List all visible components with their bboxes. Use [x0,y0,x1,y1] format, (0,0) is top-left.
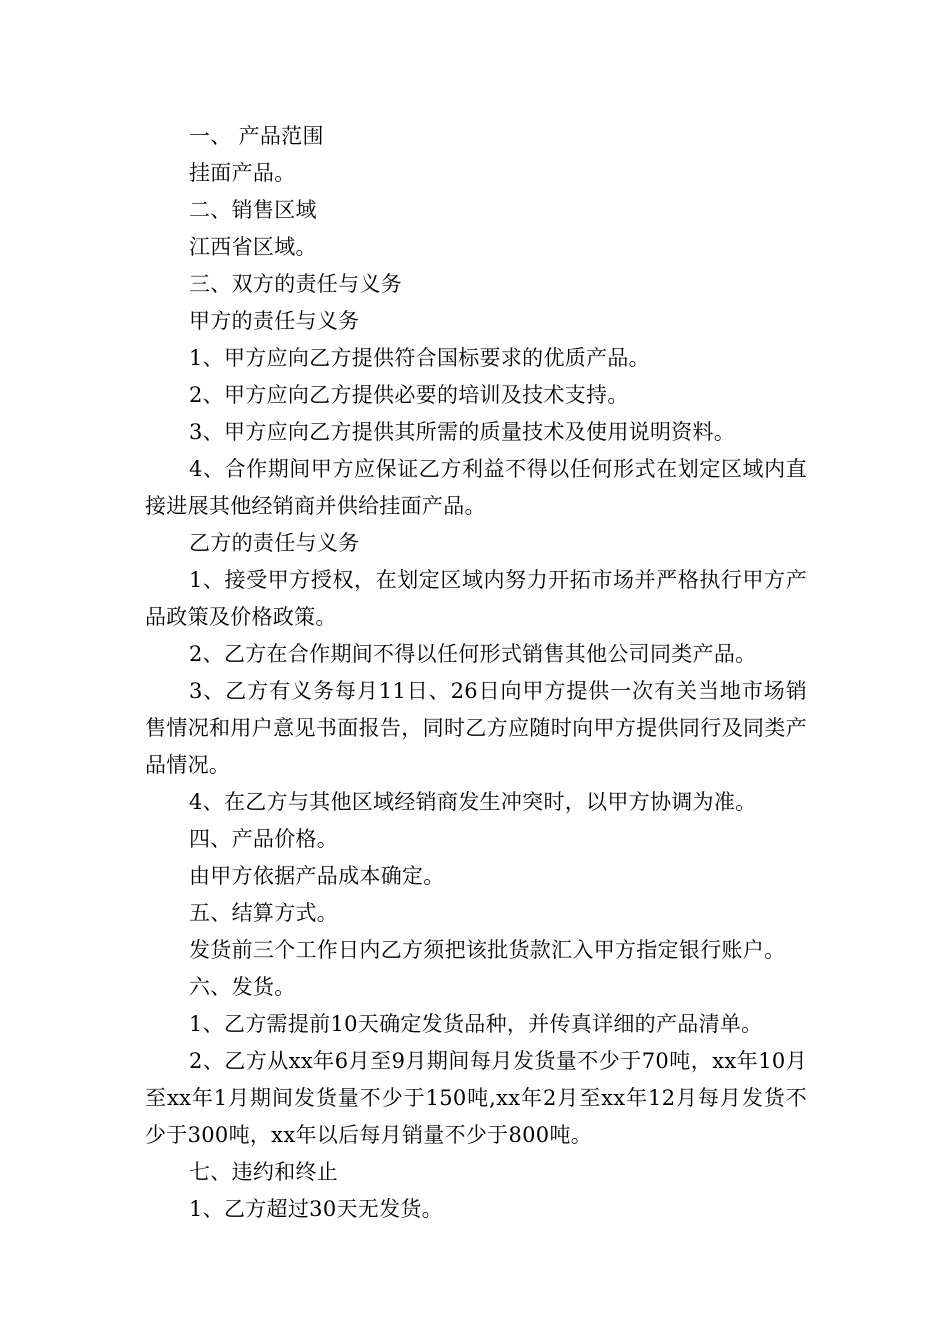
paragraph: 由甲方依据产品成本确定。 [189,864,445,888]
section-heading-product-price: 四、产品价格。 [189,827,339,851]
paragraph: 挂面产品。 [189,161,296,185]
section-heading-sales-region: 二、销售区域 [189,198,317,222]
list-item: 2、乙方从xx年6月至9月期间每月发货量不少于70吨，xx年10月至xx年1月期间发货量不少于150吨,xx年2月至xx年12月每月发货不少于300吨，xx年以后每月销量不少于800吨。 [145,1049,807,1147]
list-item: 1、甲方应向乙方提供符合国标要求的优质产品。 [189,346,650,370]
section-heading-breach-termination: 七、违约和终止 [189,1160,339,1184]
section-heading-responsibilities: 三、双方的责任与义务 [189,272,402,296]
list-item: 3、甲方应向乙方提供其所需的质量技术及使用说明资料。 [189,420,736,444]
list-item: 1、乙方超过30天无发货。 [189,1197,443,1221]
document-body [145,118,807,1228]
list-item: 2、甲方应向乙方提供必要的培训及技术支持。 [189,383,629,407]
list-item: 3、乙方有义务每月11日、26日向甲方提供一次有关当地市场销售情况和用户意见书面报告，同时乙方应随时向甲方提供同行及同类产品情况。 [145,679,807,777]
section-heading-product-scope: 一、 产品范围 [189,124,324,148]
list-item: 4、合作期间甲方应保证乙方利益不得以任何形式在划定区域内直接进展其他经销商并供给挂面产品。 [145,457,807,518]
section-heading-settlement: 五、结算方式。 [189,901,339,925]
paragraph: 发货前三个工作日内乙方须把该批货款汇入甲方指定银行账户。 [189,938,786,962]
list-item: 4、在乙方与其他区域经销商发生冲突时，以甲方协调为准。 [189,790,757,814]
list-item: 2、乙方在合作期间不得以任何形式销售其他公司同类产品。 [189,642,757,666]
subheading-party-a: 甲方的责任与义务 [189,309,360,333]
subheading-party-b: 乙方的责任与义务 [189,531,360,555]
section-heading-shipment: 六、发货。 [189,975,296,999]
list-item: 1、接受甲方授权，在划定区域内努力开拓市场并严格执行甲方产品政策及价格政策。 [145,568,807,629]
list-item: 1、乙方需提前10天确定发货品种，并传真详细的产品清单。 [189,1012,763,1036]
paragraph: 江西省区域。 [189,235,317,259]
